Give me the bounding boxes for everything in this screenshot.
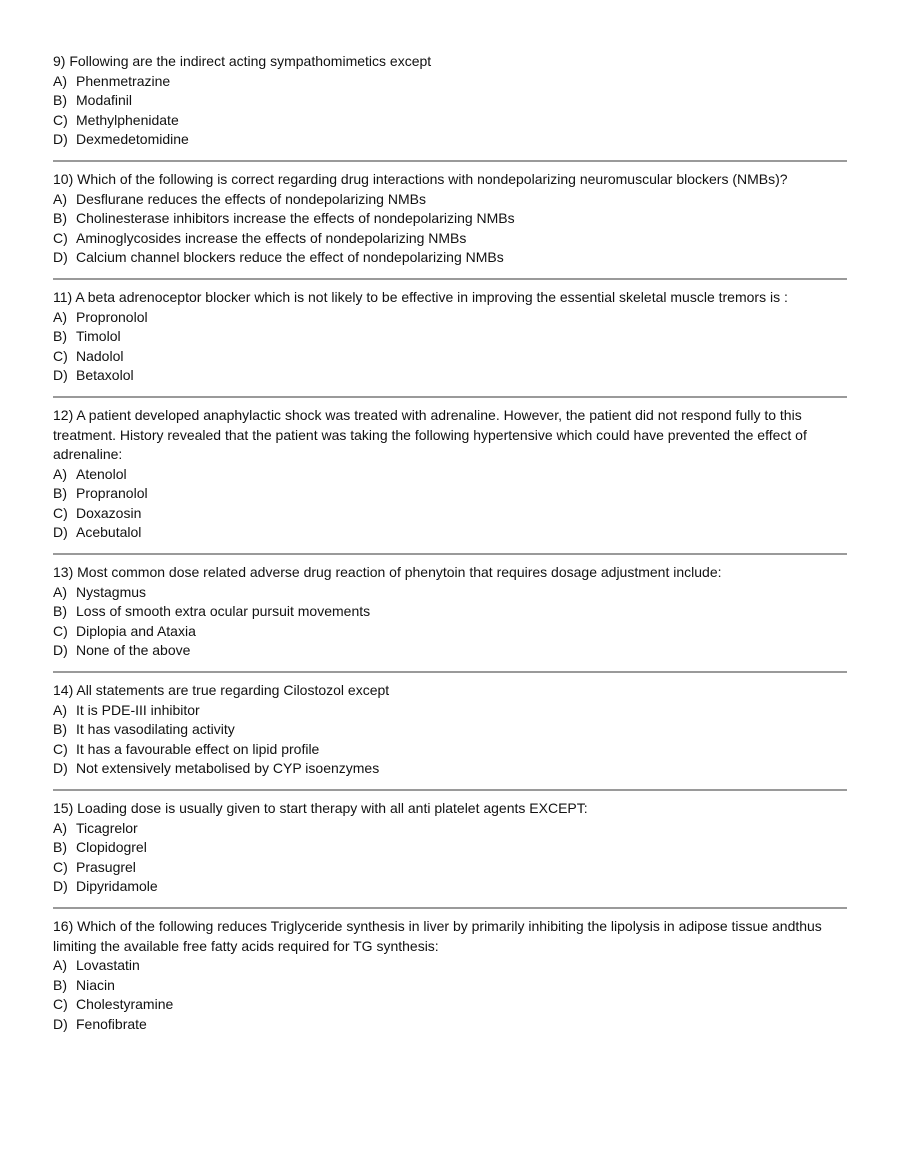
option-text: Propronolol [76, 308, 148, 325]
option-letter: B) [53, 485, 67, 502]
option-a [53, 465, 847, 485]
option-text: Methylphenidate [76, 111, 179, 128]
divider [53, 671, 847, 673]
option-a [53, 956, 847, 976]
option-b [53, 91, 847, 111]
option-c [53, 622, 847, 642]
question-text: 14) All statements are true regarding Cilostozol except [53, 682, 390, 699]
option-b [53, 484, 847, 504]
option-c [53, 229, 847, 249]
option-d [53, 366, 847, 386]
option-text: Phenmetrazine [76, 72, 171, 89]
option-letter: B) [53, 976, 67, 993]
divider [53, 907, 847, 909]
option-letter: D) [53, 878, 68, 895]
question-text: 13) Most common dose related adverse drug reaction of phenytoin that requires dosage adjustment include: [53, 564, 722, 581]
option-d [53, 130, 847, 150]
option-letter: B) [53, 328, 67, 345]
option-letter: C) [53, 622, 68, 639]
option-text: Dipyridamole [76, 878, 158, 895]
option-text: Cholestyramine [76, 996, 174, 1013]
option-letter: A) [53, 465, 67, 482]
option-text: It is PDE-III inhibitor [76, 701, 200, 718]
option-c [53, 995, 847, 1015]
option-text: Modafinil [76, 92, 133, 109]
option-b [53, 720, 847, 740]
option-text: Diplopia and Ataxia [76, 622, 196, 639]
option-c [53, 347, 847, 367]
question-12 [53, 406, 847, 543]
option-text: Cholinesterase inhibitors increase the effects of nondepolarizing NMBs [76, 210, 515, 227]
option-text: Calcium channel blockers reduce the effect of nondepolarizing NMBs [76, 249, 504, 266]
option-c [53, 740, 847, 760]
divider [53, 396, 847, 398]
option-d [53, 877, 847, 897]
option-a [53, 308, 847, 328]
option-d [53, 248, 847, 268]
option-d [53, 759, 847, 779]
question-11 [53, 288, 847, 386]
option-letter: C) [53, 858, 68, 875]
option-text: Prasugrel [76, 858, 136, 875]
divider [53, 160, 847, 162]
option-text: Nadolol [76, 347, 124, 364]
option-a [53, 819, 847, 839]
divider [53, 278, 847, 280]
question-15 [53, 799, 847, 897]
option-letter: D) [53, 249, 68, 266]
option-letter: C) [53, 740, 68, 757]
option-letter: A) [53, 819, 67, 836]
question-9 [53, 52, 847, 150]
option-a [53, 190, 847, 210]
option-letter: D) [53, 524, 68, 541]
question-text: 16) Which of the following reduces Triglyceride synthesis in liver by primarily inhibiting the lipolysis in adipose tissue andthus limiting the available free fatty acids required for TG synthesis: [53, 917, 822, 954]
option-text: Clopidogrel [76, 839, 147, 856]
option-c [53, 504, 847, 524]
option-text: Desflurane reduces the effects of nondepolarizing NMBs [76, 190, 426, 207]
option-b [53, 602, 847, 622]
option-letter: C) [53, 504, 68, 521]
option-d [53, 523, 847, 543]
question-16 [53, 917, 847, 1035]
option-text: Doxazosin [76, 504, 142, 521]
question-text: 10) Which of the following is correct regarding drug interactions with nondepolarizing neuromuscular blockers (NMBs)? [53, 170, 788, 187]
option-text: Betaxolol [76, 367, 134, 384]
divider [53, 553, 847, 555]
option-text: None of the above [76, 642, 191, 659]
option-letter: A) [53, 190, 67, 207]
option-text: Acebutalol [76, 524, 142, 541]
question-text: 12) A patient developed anaphylactic shock was treated with adrenaline. However, the patient did not respond fully to this treatment. History revealed that the patient was taking the following hypertensive which could have prevented the effect of adrenaline: [53, 406, 807, 463]
option-text: Ticagrelor [76, 819, 138, 836]
option-a [53, 701, 847, 721]
option-c [53, 111, 847, 131]
option-b [53, 838, 847, 858]
option-b [53, 327, 847, 347]
option-letter: A) [53, 308, 67, 325]
question-14 [53, 681, 847, 779]
question-text: 11) A beta adrenoceptor blocker which is not likely to be effective in improving the essential skeletal muscle tremors is : [53, 288, 788, 305]
option-letter: D) [53, 642, 68, 659]
option-text: Dexmedetomidine [76, 131, 189, 148]
option-text: Nystagmus [76, 583, 147, 600]
divider [53, 789, 847, 791]
option-text: It has a favourable effect on lipid profile [76, 740, 320, 757]
option-text: Timolol [76, 328, 121, 345]
question-13 [53, 563, 847, 661]
option-d [53, 641, 847, 661]
option-text: Niacin [76, 976, 115, 993]
option-letter: B) [53, 603, 67, 620]
option-letter: D) [53, 367, 68, 384]
option-text: Loss of smooth extra ocular pursuit movements [76, 603, 371, 620]
option-text: Aminoglycosides increase the effects of nondepolarizing NMBs [76, 229, 467, 246]
option-letter: A) [53, 701, 67, 718]
option-letter: A) [53, 72, 67, 89]
option-letter: D) [53, 1015, 68, 1032]
option-d [53, 1015, 847, 1035]
option-letter: C) [53, 111, 68, 128]
option-letter: B) [53, 839, 67, 856]
option-text: Propranolol [76, 485, 148, 502]
option-text: Atenolol [76, 465, 127, 482]
question-text: 9) Following are the indirect acting sympathomimetics except [53, 53, 432, 69]
option-letter: B) [53, 92, 67, 109]
option-letter: A) [53, 583, 67, 600]
option-c [53, 858, 847, 878]
option-b [53, 209, 847, 229]
option-b [53, 976, 847, 996]
option-letter: C) [53, 229, 68, 246]
option-text: It has vasodilating activity [76, 721, 235, 738]
option-a [53, 583, 847, 603]
option-text: Lovastatin [76, 957, 140, 974]
option-letter: C) [53, 347, 68, 364]
question-10 [53, 170, 847, 268]
option-letter: D) [53, 131, 68, 148]
option-letter: C) [53, 996, 68, 1013]
option-letter: B) [53, 210, 67, 227]
option-a [53, 72, 847, 92]
option-text: Not extensively metabolised by CYP isoenzymes [76, 760, 380, 777]
option-letter: D) [53, 760, 68, 777]
option-letter: B) [53, 721, 67, 738]
question-text: 15) Loading dose is usually given to start therapy with all anti platelet agents EXCEPT: [53, 800, 588, 816]
option-letter: A) [53, 957, 67, 974]
option-text: Fenofibrate [76, 1015, 147, 1032]
